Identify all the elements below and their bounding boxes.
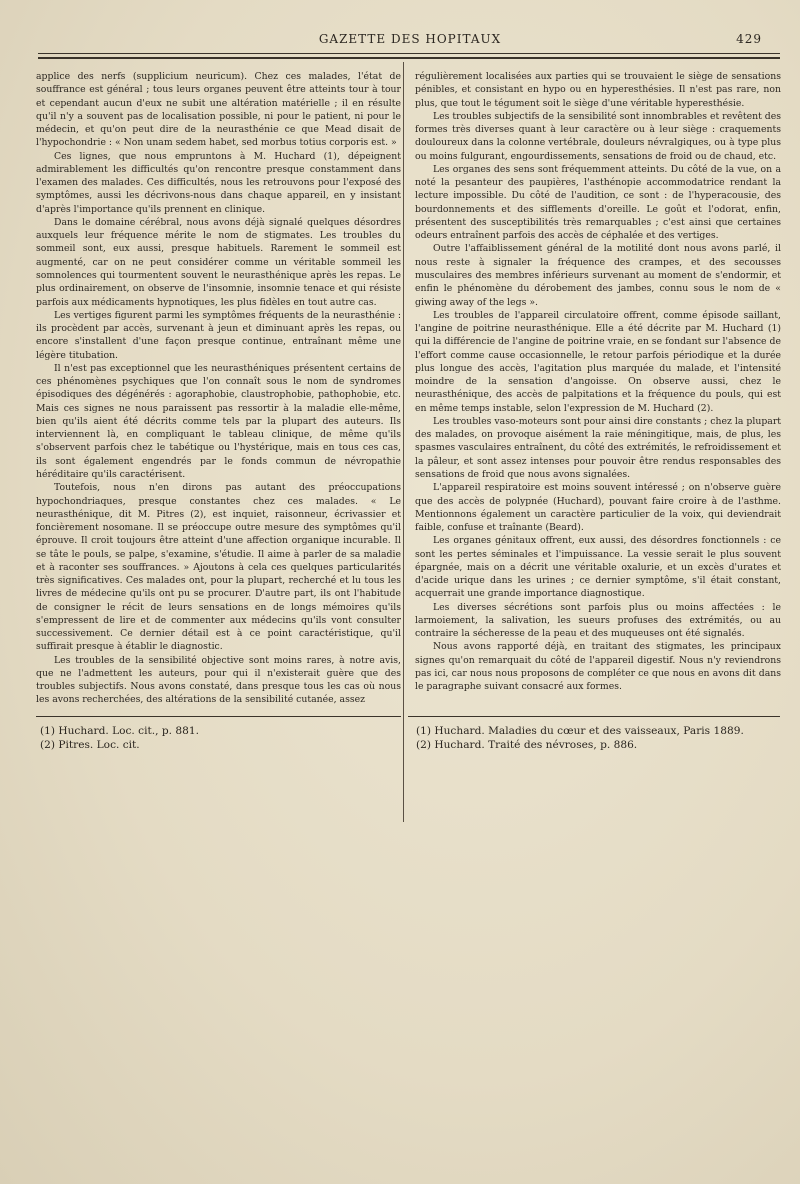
left-column: [36, 70, 401, 707]
paragraph: L'appareil respiratoire est moins souvent intéressé ; on n'observe guère que des accès de polypnée (Huchard), pouvant faire croire à de l'asthme. Mentionnons également un caractère particulier de la voix, qui deviendrait faible, confuse et traînante (Beard).: [415, 482, 781, 534]
footnote-rule: [36, 716, 401, 717]
paragraph: Outre l'affaiblissement général de la motilité dont nous avons parlé, il nous reste à signaler la fréquence des crampes, et des secousses musculaires des membres inférieurs survenant au moment de s'endormir, et enfin le phénomène du dérobement des jambes, connu sous le nom de « giwing away of the legs ».: [415, 243, 781, 308]
footnote: (2) Huchard. Traité des névroses, p. 886.: [416, 739, 638, 751]
header-rule: [38, 53, 780, 54]
right-column: [415, 70, 781, 693]
right-footnotes: [416, 724, 780, 752]
paragraph: Nous avons rapporté déjà, en traitant des stigmates, les principaux signes qu'on remarquait du côté de l'appareil digestif. Nous n'y reviendrons pas ici, car nous nous proposons de compléter ce que nous en avons dit dans le paragraphe suivant consacré aux formes.: [415, 641, 781, 693]
page-number: 429: [736, 32, 762, 46]
paragraph: Les troubles de la sensibilité objective sont moins rares, à notre avis, que ne l'admettent les auteurs, pour qui il n'existerait guère que des troubles subjectifs. Nous avons constaté, dans presque tous les cas où nous les avons recherchées, des altérations de la sensibilité cutanée, assez: [36, 654, 401, 706]
paragraph: Les vertiges figurent parmi les symptômes fréquents de la neurasthénie : ils procèdent par accès, survenant à jeun et diminuant après les repas, ou encore s'installent d'une façon presque continue, entraînant même une légère titubation.: [36, 309, 401, 361]
footnote: (2) Pitres. Loc. cit.: [40, 739, 140, 751]
footnote: (1) Huchard. Maladies du cœur et des vaisseaux, Paris 1889.: [416, 725, 744, 737]
paragraph: Les troubles vaso-moteurs sont pour ainsi dire constants ; chez la plupart des malades, on provoque aisément la raie méningitique, mais, de plus, les spasmes vasculaires entraînent, du côté des extrémités, le refroidissement et la pâleur, et sont assez intenses pour pouvoir être rendus responsables des sensations de froid que nous avons signalées.: [415, 415, 781, 480]
paragraph: Les organes génitaux offrent, eux aussi, des désordres fonctionnels : ce sont les pertes séminales et l'impuissance. La vessie serait le plus souvent épargnée, mais on a décrit une véritable oxalurie, et un excès d'urates et d'acide urique dans les urines ; ce dernier symptôme, s'il était constant, acquerrait une grande importance diagnostique.: [415, 535, 781, 600]
paragraph: Les organes des sens sont fréquemment atteints. Du côté de la vue, on a noté la pesanteur des paupières, l'asthénopie accommodatrice rendant la lecture impossible. Du côté de l'audition, ce sont : de l'hyperacousie, des bourdonnements et des sifflements d'oreille. Le goût et l'odorat, enfin, présentent des susceptibilités très remarquables ; c'est ainsi que certaines odeurs entraînent parfois des accès de céphalée et des vertiges.: [415, 163, 781, 242]
paragraph: Les diverses sécrétions sont parfois plus ou moins affectées : le larmoiement, la salivation, les sueurs profuses des extrémités, ou au contraire la sécheresse de la peau et des muqueuses ont été signalés.: [415, 601, 781, 640]
paragraph: Les troubles subjectifs de la sensibilité sont innombrables et revêtent des formes très diverses quant à leur caractère ou à leur siège : craquements douloureux dans la colonne vertébrale, douleurs névralgiques, ou à type plus ou moins fulgurant, engourdissements, sensations de froid ou de chaud, etc.: [415, 110, 781, 162]
paragraph: Toutefois, nous n'en dirons pas autant des préoccupations hypochondriaques, presque constantes chez ces malades. « Le neurasthénique, dit M. Pitres (2), est inquiet, raisonneur, écrivassier et foncièrement nosomane. Il se préoccupe outre mesure des symptômes qu'il éprouve. Il croit toujours être atteint d'une affection organique incurable. Il se tâte le pouls, se palpe, s'examine, s'étudie. Il aime à parler de sa maladie et à raconter ses souffrances. » Ajoutons à cela ces quelques particularités très significatives. Ces malades ont, pour la plupart, recherché et lu tous les livres de médecine qu'ils ont pu se procurer. D'autre part, ils ont l'habitude de consigner le récit de leurs sensations en de longs mémoires qu'ils s'empressent de lire et de commenter aux médecins qu'ils vont consulter successivement. Ce dernier détail est à ce point caractéristique, qu'il suffirait presque à établir le diagnostic.: [36, 482, 401, 653]
page-header: [40, 32, 780, 50]
journal-title: GAZETTE DES HOPITAUX: [318, 32, 502, 46]
paragraph: Les troubles de l'appareil circulatoire offrent, comme épisode saillant, l'angine de poitrine neurasthénique. Elle a été décrite par M. Huchard (1) qui la différencie de l'angine de poitrine vraie, en se fondant sur l'absence de l'effort comme cause occasionnelle, le retour parfois périodique et la durée plus longue des accès, l'agitation plus marquée du malade, et l'intensité moindre de la sensation d'angoisse. On observe aussi, chez le neurasthénique, des accès de palpitations et la fréquence du pouls, qui est en même temps instable, selon l'expression de M. Huchard (2).: [415, 309, 781, 414]
footnote-rule: [408, 716, 780, 717]
paragraph: Ces lignes, que nous empruntons à M. Huchard (1), dépeignent admirablement les difficultés qu'on rencontre presque constamment dans l'examen des malades. Ces difficultés, nous les retrouvons pour l'exposé des symptômes, aussi les décrivons-nous dans chaque appareil, en y insistant d'après l'importance qu'ils prennent en clinique.: [36, 150, 401, 215]
column-divider: [403, 62, 404, 822]
paragraph: applice des nerfs (supplicium neuricum). Chez ces malades, l'état de souffrance est général ; tous leurs organes peuvent être atteints tour à tour et cependant aucun d'eux ne subit une altération matérielle ; il en résulte qu'il n'y a souvent pas de localisation possible, ni pour le patient, ni pour le médecin, et qu'on peut dire de la neurasthénie ce que Mead disait de l'hypochondrie : « Non unam sedem habet, sed morbus totius corporis est. »: [36, 71, 401, 149]
paragraph: régulièrement localisées aux parties qui se trouvaient le siège de sensations pénibles, et consistant en hypo ou en hyperesthésies. Il n'est pas rare, non plus, que tout le tégument soit le siège d'une véritable hyperesthésie.: [415, 71, 781, 109]
paragraph: Dans le domaine cérébral, nous avons déjà signalé quelques désordres auxquels leur fréquence mérite le nom de stigmates. Les troubles du sommeil sont, eux aussi, presque habituels. Rarement le sommeil est augmenté, car on ne peut considérer comme un véritable sommeil les somnolences qui tourmentent souvent le neurasthénique après les repas. Le plus ordinairement, on observe de l'insomnie, insomnie tenace et qui résiste parfois aux médicaments hypnotiques, les plus fidèles en tout autre cas.: [36, 216, 401, 308]
paragraph: Il n'est pas exceptionnel que les neurasthéniques présentent certains de ces phénomènes psychiques que l'on connaît sous le nom de syndromes épisodiques des dégénérés : agoraphobie, claustrophobie, pathophobie, etc. Mais ces signes ne nous paraissent pas ressortir à la maladie elle-même, bien qu'ils aient été décrits comme tels par la plupart des auteurs. Ils interviennent là, en compliquant le tableau clinique, de même qu'ils s'observent parfois chez le tabétique ou l'hystérique, mais en tous ces cas, ils sont également engendrés par le fonds commun de névropathie héréditaire qu'ils caractérisent.: [36, 362, 401, 480]
footnote: (1) Huchard. Loc. cit., p. 881.: [40, 725, 199, 737]
left-footnotes: [40, 724, 400, 752]
header-rule-thick: [38, 57, 780, 59]
